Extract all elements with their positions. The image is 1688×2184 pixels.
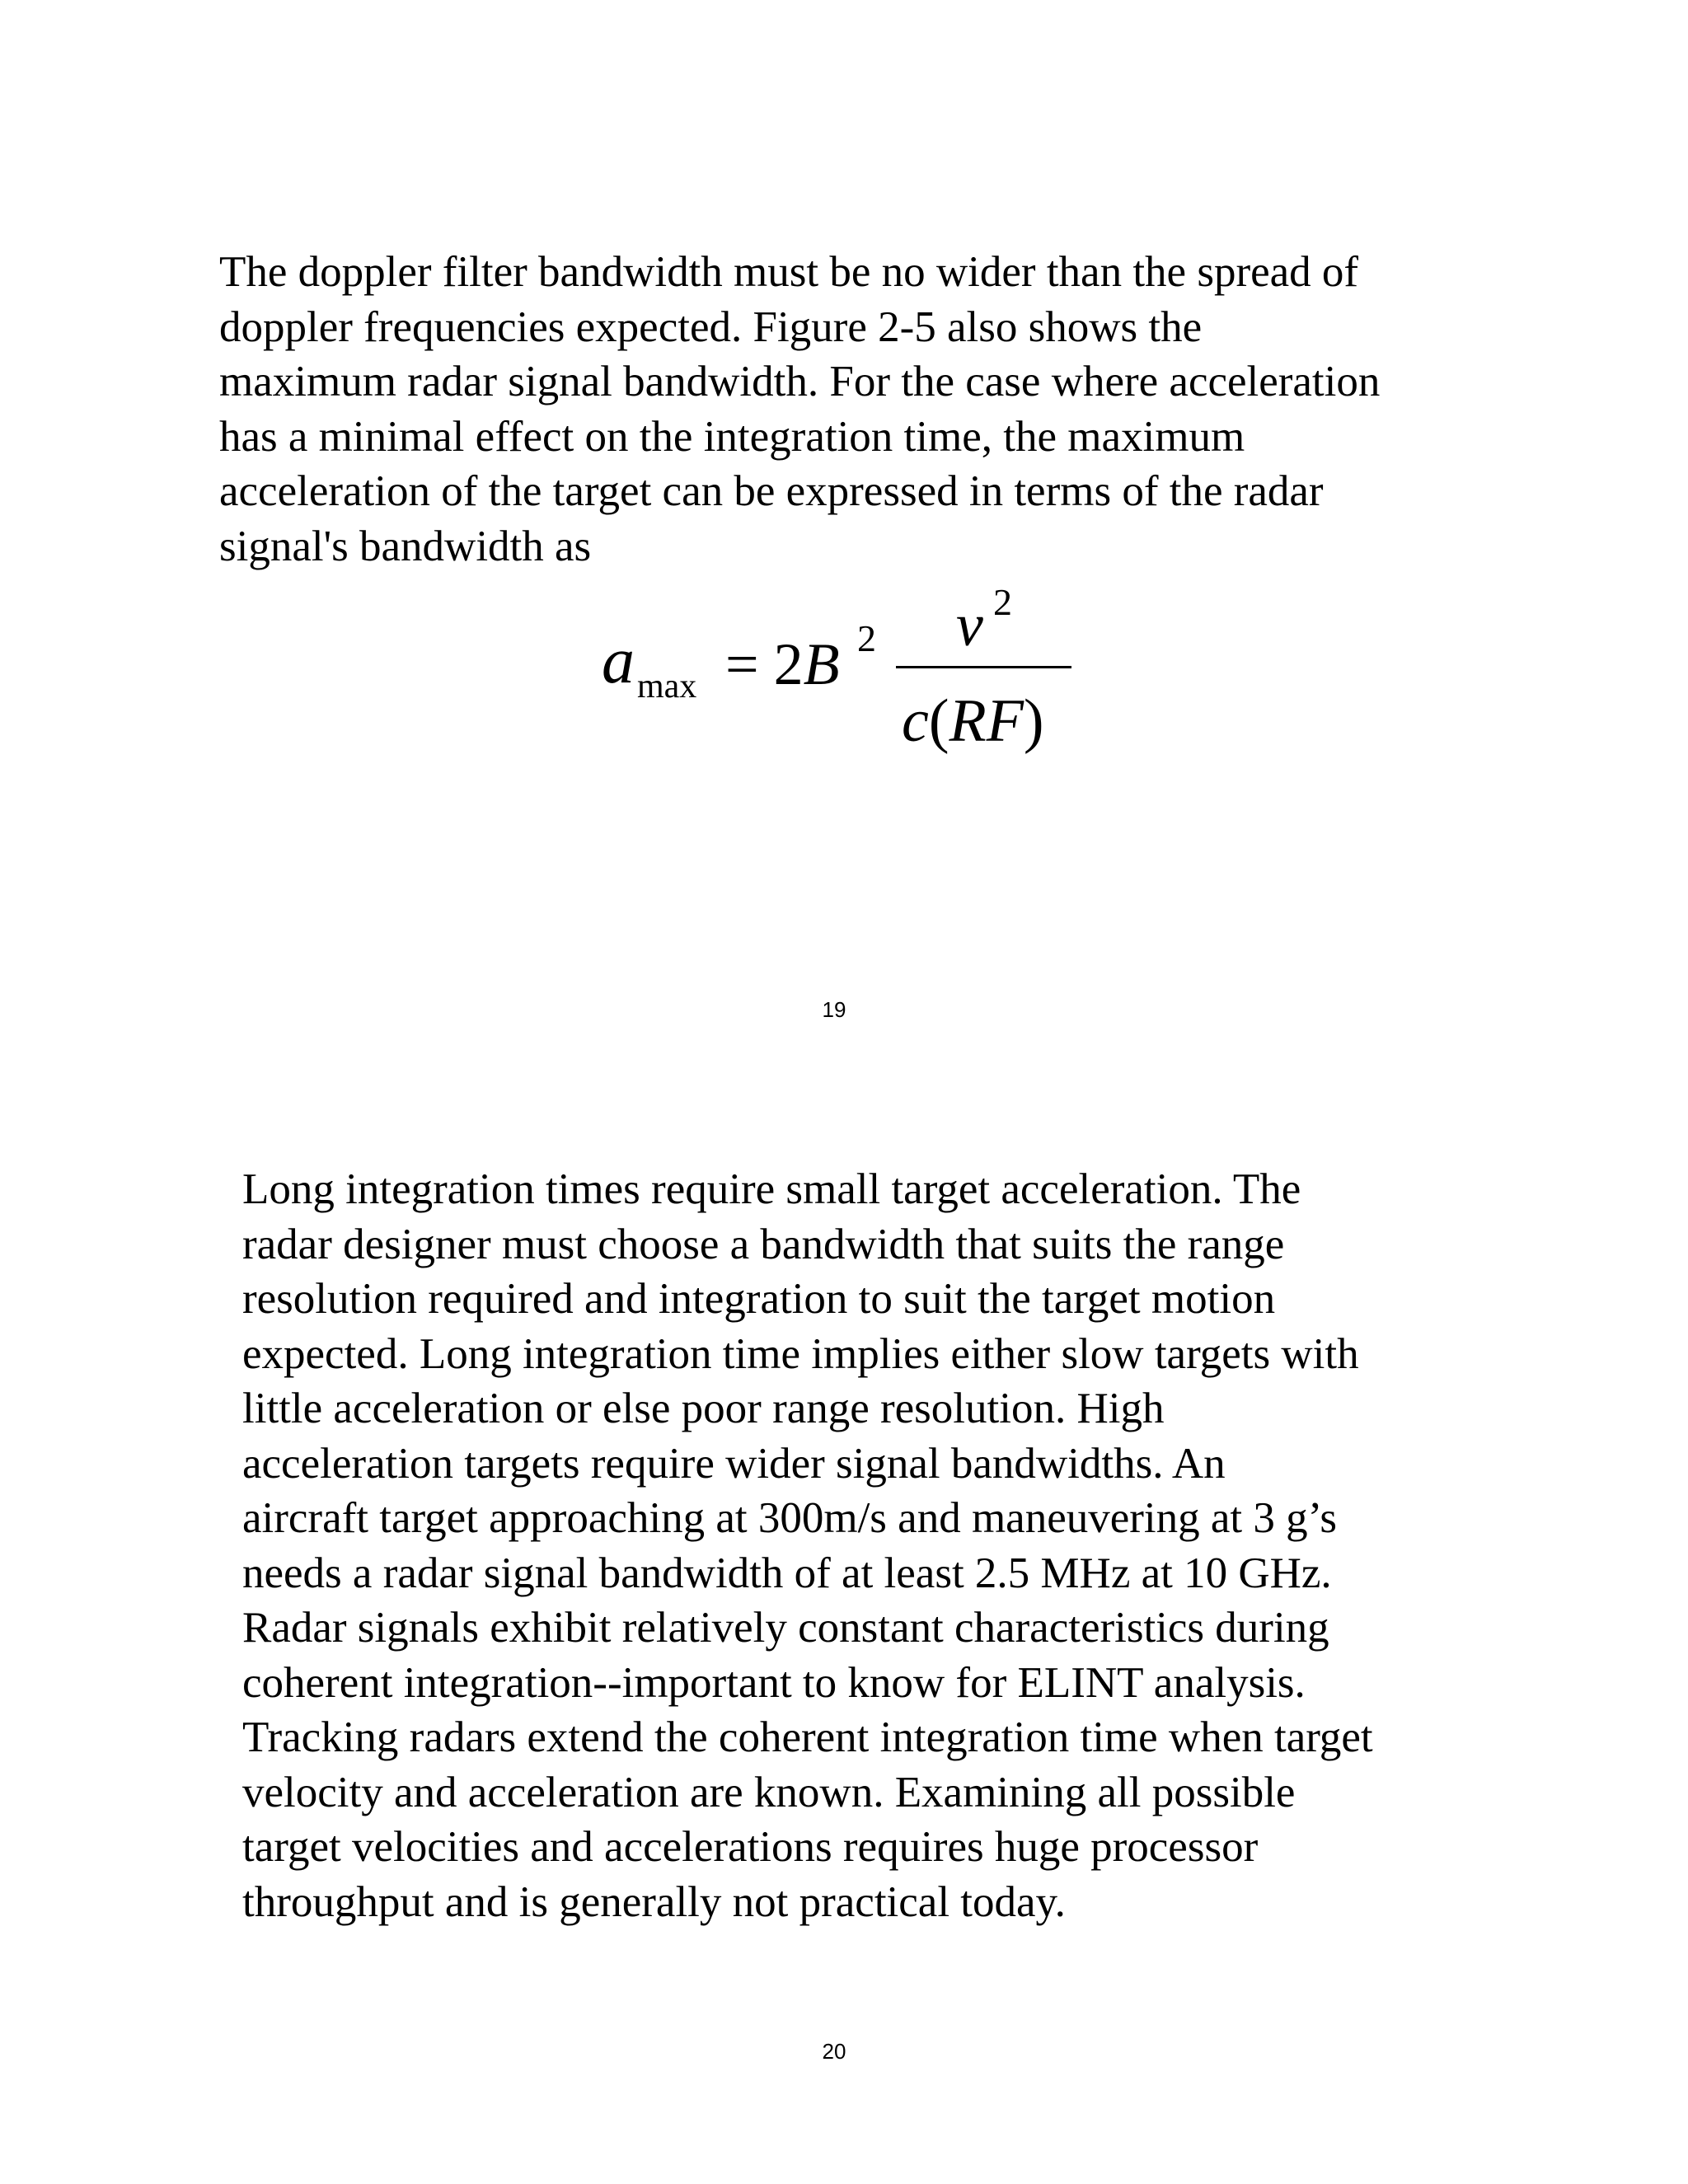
text-line: The doppler filter bandwidth must be no wider than the spread of xyxy=(219,248,1359,296)
equation-fraction-bar xyxy=(896,666,1071,668)
text-line: doppler frequencies expected. Figure 2-5 also shows the xyxy=(219,302,1203,351)
text-line: needs a radar signal bandwidth of at least 2.5 MHz at 10 GHz. xyxy=(242,1549,1332,1597)
page-number: 20 xyxy=(822,2039,846,2064)
text-line: aircraft target approaching at 300m/s and maneuvering at 3 g’s xyxy=(242,1494,1337,1542)
equation-rhs-exponent: 2 xyxy=(857,617,876,659)
equation-lhs-subscript: max xyxy=(637,668,697,705)
equation-denominator: c(RF) xyxy=(902,687,1044,755)
text-line: target velocities and accelerations requires huge processor xyxy=(242,1823,1259,1871)
paragraph-doppler-bandwidth xyxy=(219,245,1380,574)
equation-lhs-symbol: a xyxy=(602,625,635,697)
text-line: coherent integration--important to know for ELINT analysis. xyxy=(242,1658,1306,1707)
text-line: acceleration of the target can be expressed in terms of the radar xyxy=(219,467,1324,515)
text-line: velocity and acceleration are known. Examining all possible xyxy=(242,1768,1296,1816)
text-line: radar designer must choose a bandwidth that suits the range xyxy=(242,1220,1285,1268)
text-line: little acceleration or else poor range resolution. High xyxy=(242,1385,1165,1432)
text-line: expected. Long integration time implies either slow targets with xyxy=(242,1329,1359,1378)
equation-numerator-exponent: 2 xyxy=(993,581,1012,623)
text-line: resolution required and integration to suit the target motion xyxy=(242,1275,1276,1323)
text-line: Long integration times require small target acceleration. The xyxy=(242,1165,1301,1213)
paragraph-integration-times xyxy=(242,1162,1373,1929)
text-line: has a minimal effect on the integration time, the maximum xyxy=(219,412,1245,461)
equation-rhs-prefix: = 2B xyxy=(725,631,840,697)
equation-numerator: v xyxy=(956,592,983,659)
text-line: throughput and is generally not practical today. xyxy=(242,1877,1066,1926)
text-line: Tracking radars extend the coherent integration time when target xyxy=(242,1713,1373,1761)
text-line: signal's bandwidth as xyxy=(219,522,592,570)
text-line: maximum radar signal bandwidth. For the case where acceleration xyxy=(219,358,1381,405)
text-line: acceleration targets require wider signal bandwidths. An xyxy=(242,1439,1226,1488)
text-line: Radar signals exhibit relatively constant characteristics during xyxy=(242,1604,1329,1652)
page-number: 19 xyxy=(822,997,846,1022)
